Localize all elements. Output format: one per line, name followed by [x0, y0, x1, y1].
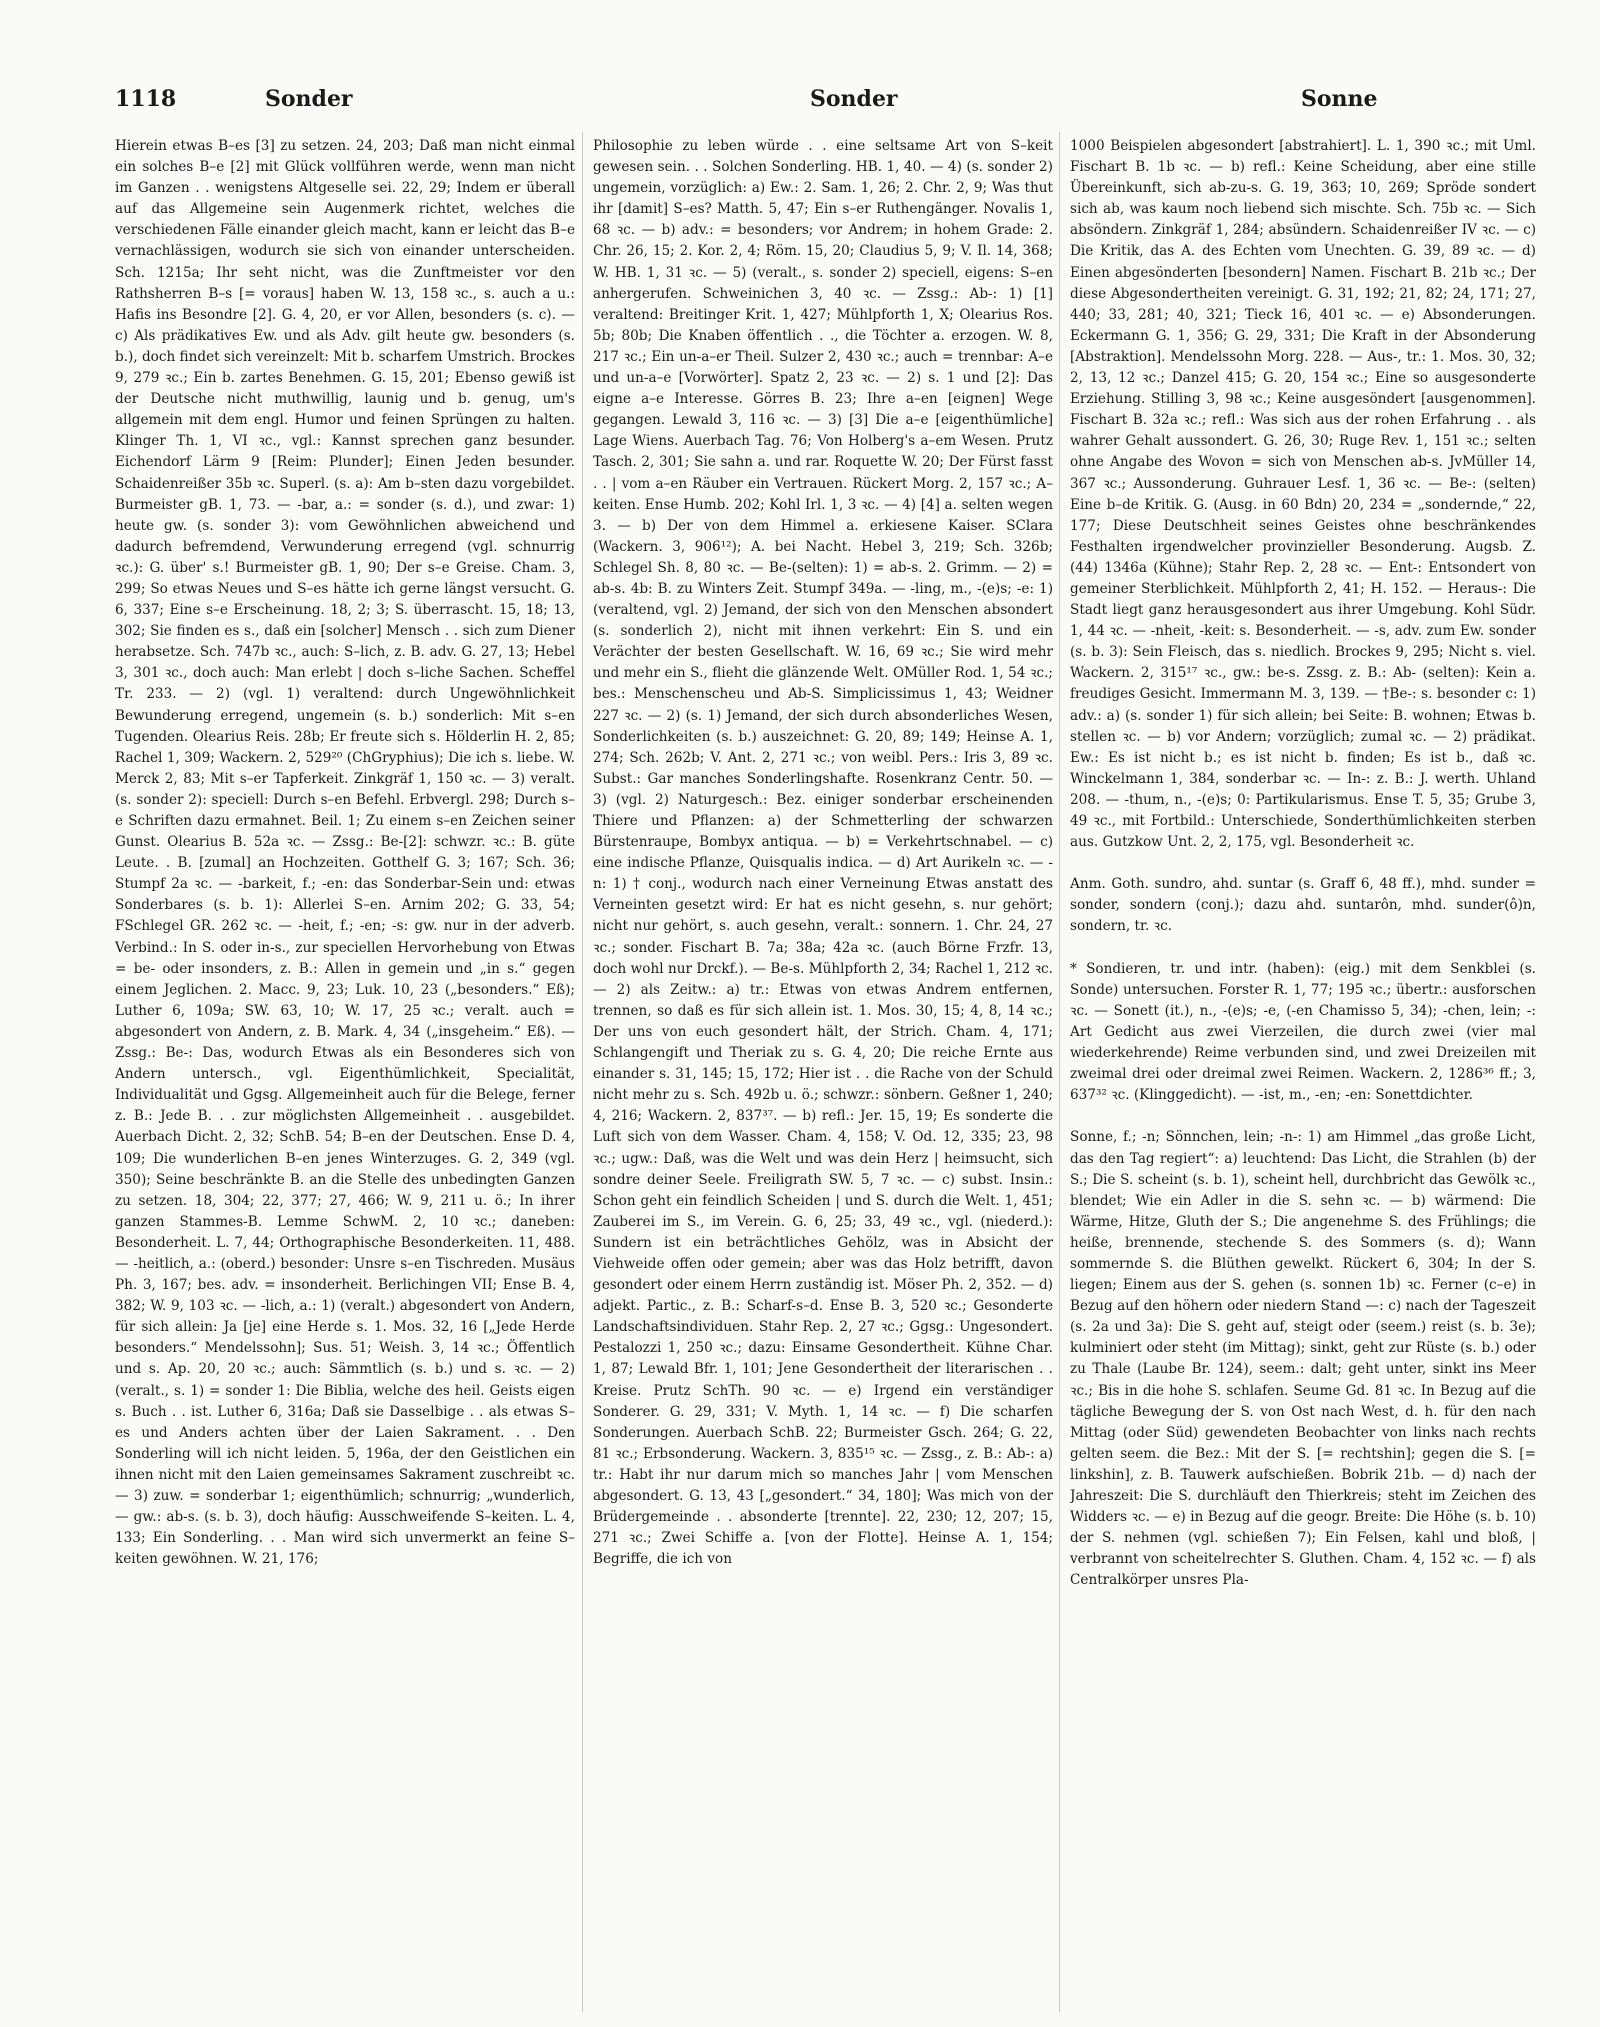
column-text: Hierein etwas B–es [3] zu setzen. 24, 203; Daß man nicht einmal ein solches B–e [2] mit Glück vollführen werde, wenn man nicht im Ganzen . . wenigstens Altgeselle sei. 22, 29; Indem er überall auf das Allgemeine sein Augenmerk richtet, welches die verschiedenen Fälle einander gleich macht, kann er leicht das B–e vernachlässigen, wodurch sie sich von einander unterscheiden. Sch. 1215a; Ihr seht nicht, was die Zunftmeister vor den Rathsherren B–s [= voraus] haben W. 13, 158 ꝛc., s. auch a u.: Hafis ins Besondre [2]. G. 4, 20, er vor Allen, besonders (s. c). — c) Als prädikatives Ew. und als Adv. gilt heute gw. besonders (s. b.), doch findet sich vereinzelt: Mit b. scharfem Umstrich. Brockes 9, 279 ꝛc.; Ein b. zartes Benehmen. G. 15, 201; Ebenso gewiß ist der Deutsche nicht muthwillig, launig und b. genug, um's allgemein mit dem engl. Humor und feinen Sprüngen zu halten. Klinger Th. 1, VI ꝛc., vgl.: Kannst sprechen ganz besunder. Eichendorf Lärm 9 [Reim: Plunder]; Einen Jeden besunder. Schaidenreißer 35b ꝛc. Superl. (s. a): Am b–sten dazu vorgebildet. Burmeister gB. 1, 73. — -bar, a.: = sonder (s. d.), und zwar: 1) heute gw. (s. sonder 3): vom Gewöhnlichen abweichend und dadurch befremdend, Verwunderung erregend (vgl. schnurrig ꝛc.): G. über' s.! Burmeister gB. 1, 90; Der s–e Greise. Cham. 3, 299; So etwas Neues und S–es hätte ich gerne längst versucht. G. 6, 337; Eine s–e Erscheinung. 18, 2; 3; S. überrascht. 15, 18; 13, 302; Sie finden es s., daß ein [solcher] Mensch . . sich zum Diener herabsetze. Sch. 747b ꝛc., auch: S–lich, z. B. adv. G. 27, 13; Hebel 3, 301 ꝛc., doch auch: Man erlebt | doch s–liche Sachen. Scheffel Tr. 233. — 2) (vgl. 1) veraltend: durch Ungewöhnlichkeit Bewunderung erregend, ungemein (s. b.) sonderlich: Mit s–en Tugenden. Olearius Reis. 28b; Er freute sich s. Hölderlin H. 2, 85; Rachel 1, 309; Wackern. 2, 529²⁰ (ChGryphius); Die ich s. liebe. W. Merck 2, 83; Mit s–er Tapferkeit. Zinkgräf 1, 150 ꝛc. — 3) veralt. (s. sonder 2): speciell: Durch s–en Befehl. Erbvergl. 298; Durch s–e Schriften dazu ermahnet. Beil. 1; Zu einem s–en Zeichen seiner Gunst. Olearius B. 52a ꝛc. — Zssg.: Be-[2]: schwzr. ꝛc.: B. güte Leute. . B. [zumal] an Hochzeiten. Gotthelf G. 3; 167; Sch. 36; Stumpf 2a ꝛc. — -barkeit, f.; -en: das Sonderbar-Sein und: etwas Sonderbares (s. b. 1): Allerlei S–en. Arnim 202; G. 33, 54; FSchlegel GR. 262 ꝛc. — -heit, f.; -en; -s: gw. nur in der adverb. Verbind.: In S. oder in-s., zur speciellen Hervorhebung von Etwas = be- oder insonders, z. B.: Allen in gemein und „in s.“ gegen einem Jeglichen. 2. Macc. 9, 23; Luk. 10, 23 („besonders.“ Eß); Luther 6, 109a; SW. 63, 10; W. 17, 25 ꝛc.; veralt. auch = abgesondert von Andern, z. B. Mark. 4, 34 („insgeheim.“ Eß). — Zssg.: Be-: Das, wodurch Etwas als ein Besonderes sich von Andern untersch., vgl. Eigenthümlichkeit, Specialität, Individualität und Ggsg. Allgemeinheit auch für die Belege, ferner z. B.: Jede B. . . zur möglichsten Allgemeinheit . . ausgebildet. Auerbach Dicht. 2, 32; SchB. 54; B–en der Deutschen. Ense D. 4, 109; Die wunderlichen B–en jenes Winterzuges. G. 2, 349 (vgl. 350); Seine beschränkte B. an die Stelle des unbedingten Ganzen zu setzen. 18, 304; 22, 377; 27, 466; W. 9, 211 u. ö.; In ihrer ganzen Stammes-B. Lemme SchwM. 2, 10 ꝛc.; daneben: Besonderheit. L. 7, 44; Orthographische Besonderkeiten. 11, 488. — -heitlich, a.: (oberd.) besonder: Unsre s–en Tischreden. Musäus Ph. 3, 167; bes. adv. = insonderheit. Berlichingen VII; Ense B. 4, 382; W. 9, 103 ꝛc. — -lich, a.: 1) (veralt.) abgesondert von Andern, für sich allein: Ja [je] eine Herde s. 1. Mos. 32, 16 [„Jede Herde besonders.“ Mendelssohn]; Sus. 51; Weish. 3, 14 ꝛc.; Öffentlich und s. Ap. 20, 20 ꝛc.; auch: Sämmtlich (s. b.) und s. ꝛc. — 2) (veralt., s. 1) = sonder 1: Die Biblia, welche des heil. Geists eigen s. Buch . . ist. Luther 6, 316a; Daß sie Dasselbige . . als etwas S–es und Anders achten über der Laien Sakrament. . . Den Sonderling will ich nicht leiden. 5, 196a, der den Geistlichen ein ihnen nicht mit den Laien gemeinsames Sakrament zuschreibt ꝛc. — 3) zuw. = sonderbar 1; eigenthümlich; schnurrig; „wunderlich, — gw.: ab-s. (s. b. 3), doch häufig: Ausschweifende S–keiten. L. 4, 133; Ein Sonderling. . . Man wird sich unvermerkt an feine S–keiten gewöhnen. W. 21, 176;: [115, 138, 575, 1568]
column-rule: [1059, 132, 1060, 2012]
text-column-left: [115, 136, 575, 2016]
running-headword-left: Sonder: [265, 86, 353, 112]
page-number: 1118: [115, 86, 177, 112]
running-headword-right: Sonne: [1301, 86, 1378, 112]
page-header: [115, 86, 1515, 120]
column-text: Philosophie zu leben würde . . eine seltsame Art von S–keit gewesen sein. . . Solchen Sonderling. HB. 1, 40. — 4) (s. sonder 2) ungemein, vorzüglich: a) Ew.: 2. Sam. 1, 26; 2. Chr. 2, 9; Was thut ihr [damit] S–es? Matth. 5, 47; Ein s–er Ruthengänger. Novalis 1, 68 ꝛc. — b) adv.: = besonders; vor Andrem; in hohem Grade: 2. Chr. 26, 15; 2. Kor. 2, 4; Röm. 15, 20; Claudius 5, 9; V. Il. 14, 368; W. HB. 1, 31 ꝛc. — 5) (veralt., s. sonder 2) speciell, eigens: S–en anhergerufen. Schweinichen 3, 40 ꝛc. — Zssg.: Ab-: 1) [1] veraltend: Breitinger Krit. 1, 427; Mühlpforth 1, X; Olearius Ros. 5b; 80b; Die Knaben öffentlich . ., die Töchter a. erzogen. W. 8, 217 ꝛc.; Ein un-a–er Theil. Sulzer 2, 430 ꝛc.; auch = trennbar: A–e und un-a–e [Vorwörter]. Spatz 2, 23 ꝛc. — 2) s. 1 und [2]: Das eigne a–e Interesse. Görres B. 23; Ihre a–en [eignen] Wege gegangen. Lewald 3, 116 ꝛc. — 3) [3] Die a–e [eigenthümliche] Lage Wiens. Auerbach Tag. 76; Von Holberg's a–em Wesen. Prutz Tasch. 2, 301; Sie sahn a. und rar. Roquette W. 20; Der Fürst fasst . . | vom a–en Räuber ein Vertrauen. Rückert Morg. 2, 157 ꝛc.; A–keiten. Ense Humb. 202; Kohl Irl. 1, 3 ꝛc. — 4) [4] a. selten wegen 3. — b) Der von dem Himmel a. erkiesene Kaiser. SClara (Wackern. 3, 906¹²); A. bei Nacht. Hebel 3, 219; Sch. 326b; Schlegel Sh. 8, 80 ꝛc. — Be-(selten): 1) = ab-s. 2. Grimm. — 2) = ab-s. 4b: B. zu Winters Zeit. Stumpf 349a. — -ling, m., -(e)s; -e: 1) (veraltend, vgl. 2) Jemand, der sich von den Menschen absondert (s. sonderlich 2), nicht mit ihnen verkehrt: Ein S. und ein Verächter der besten Gesellschaft. W. 16, 69 ꝛc.; Sie wird mehr und mehr ein S., flieht die glänzende Welt. OMüller Rod. 1, 54 ꝛc.; bes.: Menschenscheu und Ab-S. Simplicissimus 1, 43; Weidner 227 ꝛc. — 2) (s. 1) Jemand, der sich durch absonderliches Wesen, Sonderlichkeiten (s. b.) auszeichnet: G. 20, 89; 149; Heinse A. 1, 274; Sch. 262b; V. Ant. 2, 271 ꝛc.; von weibl. Pers.: Iris 3, 89 ꝛc. Subst.: Gar manches Sonderlingshafte. Rosenkranz Centr. 50. — 3) (vgl. 2) Naturgesch.: Bez. einiger sonderbar erscheinenden Thiere und Pflanzen: a) der Schmetterling der schwarzen Bürstenraupe, Bombyx antiqua. — b) = Verkehrtschnabel. — c) eine indische Pflanze, Quisqualis indica. — d) Art Aurikeln ꝛc. — -n: 1) † conj., wodurch nach einer Verneinung Etwas anstatt des Verneinten gesetzt wird: Er hat es nicht gesehn, s. nur gehört; nicht nur gehört, s. auch gesehn, veralt.: sonnern. 1. Chr. 24, 27 ꝛc.; sonder. Fischart B. 7a; 38a; 42a ꝛc. (auch Börne Frzfr. 13, doch wohl nur Drckf.). — Be-s. Mühlpforth 2, 34; Rachel 1, 212 ꝛc. — 2) als Zeitw.: a) tr.: Etwas von etwas Andrem entfernen, trennen, so daß es für sich allein ist. 1. Mos. 30, 15; 4, 8, 14 ꝛc.; Der uns von euch gesondert hält, der Strich. Cham. 4, 171; Schlangengift und Theriak zu s. G. 4, 20; Die reiche Ernte aus einander s. 31, 145; 15, 172; Hier ist . . die Rache von der Schuld nicht mehr zu s. Sch. 492b u. ö.; schwzr.: sönbern. Geßner 1, 240; 4, 216; Wackern. 2, 837³⁷. — b) refl.: Jer. 15, 19; Es sonderte die Luft sich von dem Wasser. Cham. 4, 158; V. Od. 12, 335; 23, 98 ꝛc.; ugw.: Daß, was die Welt und was dein Herz | heimsucht, sich sondre deiner Seele. Freiligrath SW. 5, 7 ꝛc. — c) subst. Insin.: Schon geht ein feindlich Scheiden | und S. durch die Welt. 1, 451; Zauberei im S., im Verein. G. 6, 25; 33, 49 ꝛc., vgl. (niederd.): Sundern ist ein beträchtliches Gehölz, was in Absicht der Viehweide offen oder gemein; aber was das Holz betrifft, davon gesondert oder einem Herrn zuständig ist. Möser Ph. 2, 352. — d) adjekt. Partic., z. B.: Scharf-s–d. Ense B. 3, 520 ꝛc.; Gesonderte Landschaftsindividuen. Stahr Rep. 2, 27 ꝛc.; Ggsg.: Ungesondert. Pestalozzi 1, 250 ꝛc.; dazu: Einsame Gesondertheit. Kühne Char. 1, 87; Lewald Bfr. 1, 101; Jene Gesondertheit der literarischen . . Kreise. Prutz SchTh. 90 ꝛc. — e) Irgend ein verständiger Sonderer. G. 29, 331; V. Myth. 1, 14 ꝛc. — f) Die scharfen Sonderungen. Auerbach SchB. 22; Burmeister Gsch. 264; G. 22, 81 ꝛc.; Erbsonderung. Wackern. 3, 835¹⁵ ꝛc. — Zssg., z. B.: Ab-: a) tr.: Habt ihr nur darum mich so manches Jahr | vom Menschen abgesondert. G. 13, 43 [„gesondert.“ 34, 180]; Was mich von der Brüdergemeinde . . absonderte [trennte]. 22, 230; 12, 207; 15, 271 ꝛc.; Zwei Schiffe a. [von der Flotte]. Heinse A. 1, 154; Begriffe, die ich von: [593, 138, 1053, 1568]
text-column-center: [593, 136, 1053, 2016]
text-column-right: [1070, 136, 1536, 2016]
column-rule: [582, 132, 583, 2012]
column-text: 1000 Beispielen abgesondert [abstrahiert]. L. 1, 390 ꝛc.; mit Uml. Fischart B. 1b ꝛc. — b) refl.: Keine Scheidung, aber eine stille Übereinkunft, sich ab-zu-s. G. 19, 363; 10, 269; Spröde sondert sich ab, was kaum noch liebend sich mischte. Sch. 75b ꝛc. — Sich absöndern. Zinkgräf 1, 284; absündern. Schaidenreißer IV ꝛc. — c) Die Kritik, das A. des Echten vom Unechten. G. 39, 89 ꝛc. — d) Einen abgesönderten [besondern] Namen. Fischart B. 21b ꝛc.; Der diese Abgesondertheiten vereinigt. G. 31, 192; 21, 82; 24, 171; 27, 440; 33, 281; 40, 321; Tieck 16, 401 ꝛc. — e) Absonderungen. Eckermann G. 1, 356; G. 29, 331; Die Kraft in der Absonderung [Abstraktion]. Mendelssohn Morg. 228. — Aus-, tr.: 1. Mos. 30, 32; 2, 13, 12 ꝛc.; Danzel 415; G. 20, 154 ꝛc.; Eine so ausgesonderte Erziehung. Stilling 3, 98 ꝛc.; Keine ausgesöndert [ausgenommen]. Fischart B. 32a ꝛc.; refl.: Was sich aus der rohen Erfahrung . . als wahrer Gehalt aussondert. G. 26, 30; Ruge Rev. 1, 151 ꝛc.; selten ohne Angabe des Wovon = sich von Menschen ab-s. JvMüller 14, 367 ꝛc.; Aussonderung. Guhrauer Lesf. 1, 36 ꝛc. — Be-: (selten) Eine b–de Kritik. G. (Ausg. in 60 Bdn) 20, 234 = „sondernde,“ 22, 177; Diese Deutschheit seines Geistes ohne beschränkendes Festhalten irgendwelcher provinzieller Besonderung. Augsb. Z. (44) 1346a (Kühne); Stahr Rep. 2, 28 ꝛc. — Ent-: Entsondert von gemeiner Sterblichkeit. Mühlpforth 2, 41; H. 152. — Heraus-: Die Stadt liegt ganz herausgesondert aus ihrer Umgebung. Kohl Südr. 1, 44 ꝛc. — -nheit, -keit: s. Besonderheit. — -s, adv. zum Ew. sonder (s. b. 3): Sein Fleisch, das s. niedlich. Brockes 9, 295; Nicht s. viel. Wackern. 2, 315¹⁷ ꝛc., gw.: be-s. Zssg. z. B.: Ab- (selten): Kein a. freudiges Gesicht. Immermann M. 3, 139. — †Be-: s. besonder c: 1) adv.: a) (s. sonder 1) für sich allein; bei Seite: B. wohnen; Etwas b. stellen ꝛc. — b) vor Andern; vorzüglich; zumal ꝛc. — 2) prädikat. Ew.: Es ist nicht b.; es ist nicht b. finden; Es ist b., daß ꝛc. Winckelmann 1, 384, sonderbar ꝛc. — In-: z. B.: J. werth. Uhland 208. — -thum, n., -(e)s; 0: Partikularismus. Ense T. 5, 35; Grube 3, 49 ꝛc., mit Fortbild.: Unterschiede, Sonderthümlichkeiten sterben aus. Gutzkow Unt. 2, 2, 175, vgl. Besonderheit ꝛc. Anm. Goth. sundro, ahd. suntar (s. Graff 6, 48 ff.), mhd. sunder = sonder, sondern (conj.); dazu ahd. suntarôn, mhd. sunder(ô)n, sondern, tr. ꝛc. * Sondieren, tr. und intr. (haben): (eig.) mit dem Senkblei (s. Sonde) untersuchen. Forster R. 1, 77; 195 ꝛc.; übertr.: ausforschen ꝛc. — Sonett (it.), n., -(e)s; -e, (-en Chamisso 5, 34); -chen, lein; -: Art Gedicht aus zwei Vierzeilen, die durch zwei (vier mal wiederkehrende) Reime verbunden sind, und zwei Dreizeilen mit zweimal drei oder dreimal zwei Reimen. Wackern. 2, 1286³⁶ ff.; 3, 637³² ꝛc. (Klinggedicht). — -ist, m., -en; -en: Sonettdichter. Sonne, f.; -n; Sönnchen, lein; -n-: 1) am Himmel „das große Licht, das den Tag regiert“: a) leuchtend: Das Licht, die Strahlen (b) der S.; Die S. scheint (s. b. 1), scheint hell, durchbricht das Gewölk ꝛc., blendet; Wie ein Adler in die S. sehn ꝛc. — b) wärmend: Die Wärme, Hitze, Gluth der S.; Die angenehme S. des Frühlings; die heiße, brennende, stechende S. des Sommers (s. d); Wann sommernde S. die Blüthen gewelkt. Rückert 6, 304; In der S. liegen; Einem aus der S. gehen (s. sonnen 1b) ꝛc. Ferner (c–e) in Bezug auf den höhern oder niedern Stand —: c) nach der Tageszeit (s. 2a und 3a): Die S. geht auf, steigt oder (seem.) reist (s. b. 3e); kulminiert oder steht (im Mittag); sinkt, geht zur Rüste (s. b.) oder zu Thale (Laube Br. 124), seem.: dalt; geht unter, sinkt ins Meer ꝛc.; Bis in die hohe S. schlafen. Seume Gd. 81 ꝛc. In Bezug auf die tägliche Bewegung der S. von Ost nach West, d. h. für den nach Mittag (oder Süd) gewendeten Beobachter von links nach rechts gelten seem. die Bez.: Mit der S. [= rechtshin]; gegen die S. [= linkshin], z. B. Tauwerk aufschießen. Bobrik 21b. — d) nach der Jahreszeit: Die S. durchläuft den Thierkreis; steht im Zeichen des Widders ꝛc. — e) in Bezug auf die geogr. Breite: Die Höhe (s. b. 10) der S. nehmen (vgl. schießen 7); Ein Felsen, kahl und bloß, | verbrannt von scheitelrechter S. Gluthen. Cham. 4, 152 ꝛc. — f) als Centralkörper unsres Pla-: [1070, 138, 1536, 1589]
running-headword-center: Sonder: [810, 86, 898, 112]
